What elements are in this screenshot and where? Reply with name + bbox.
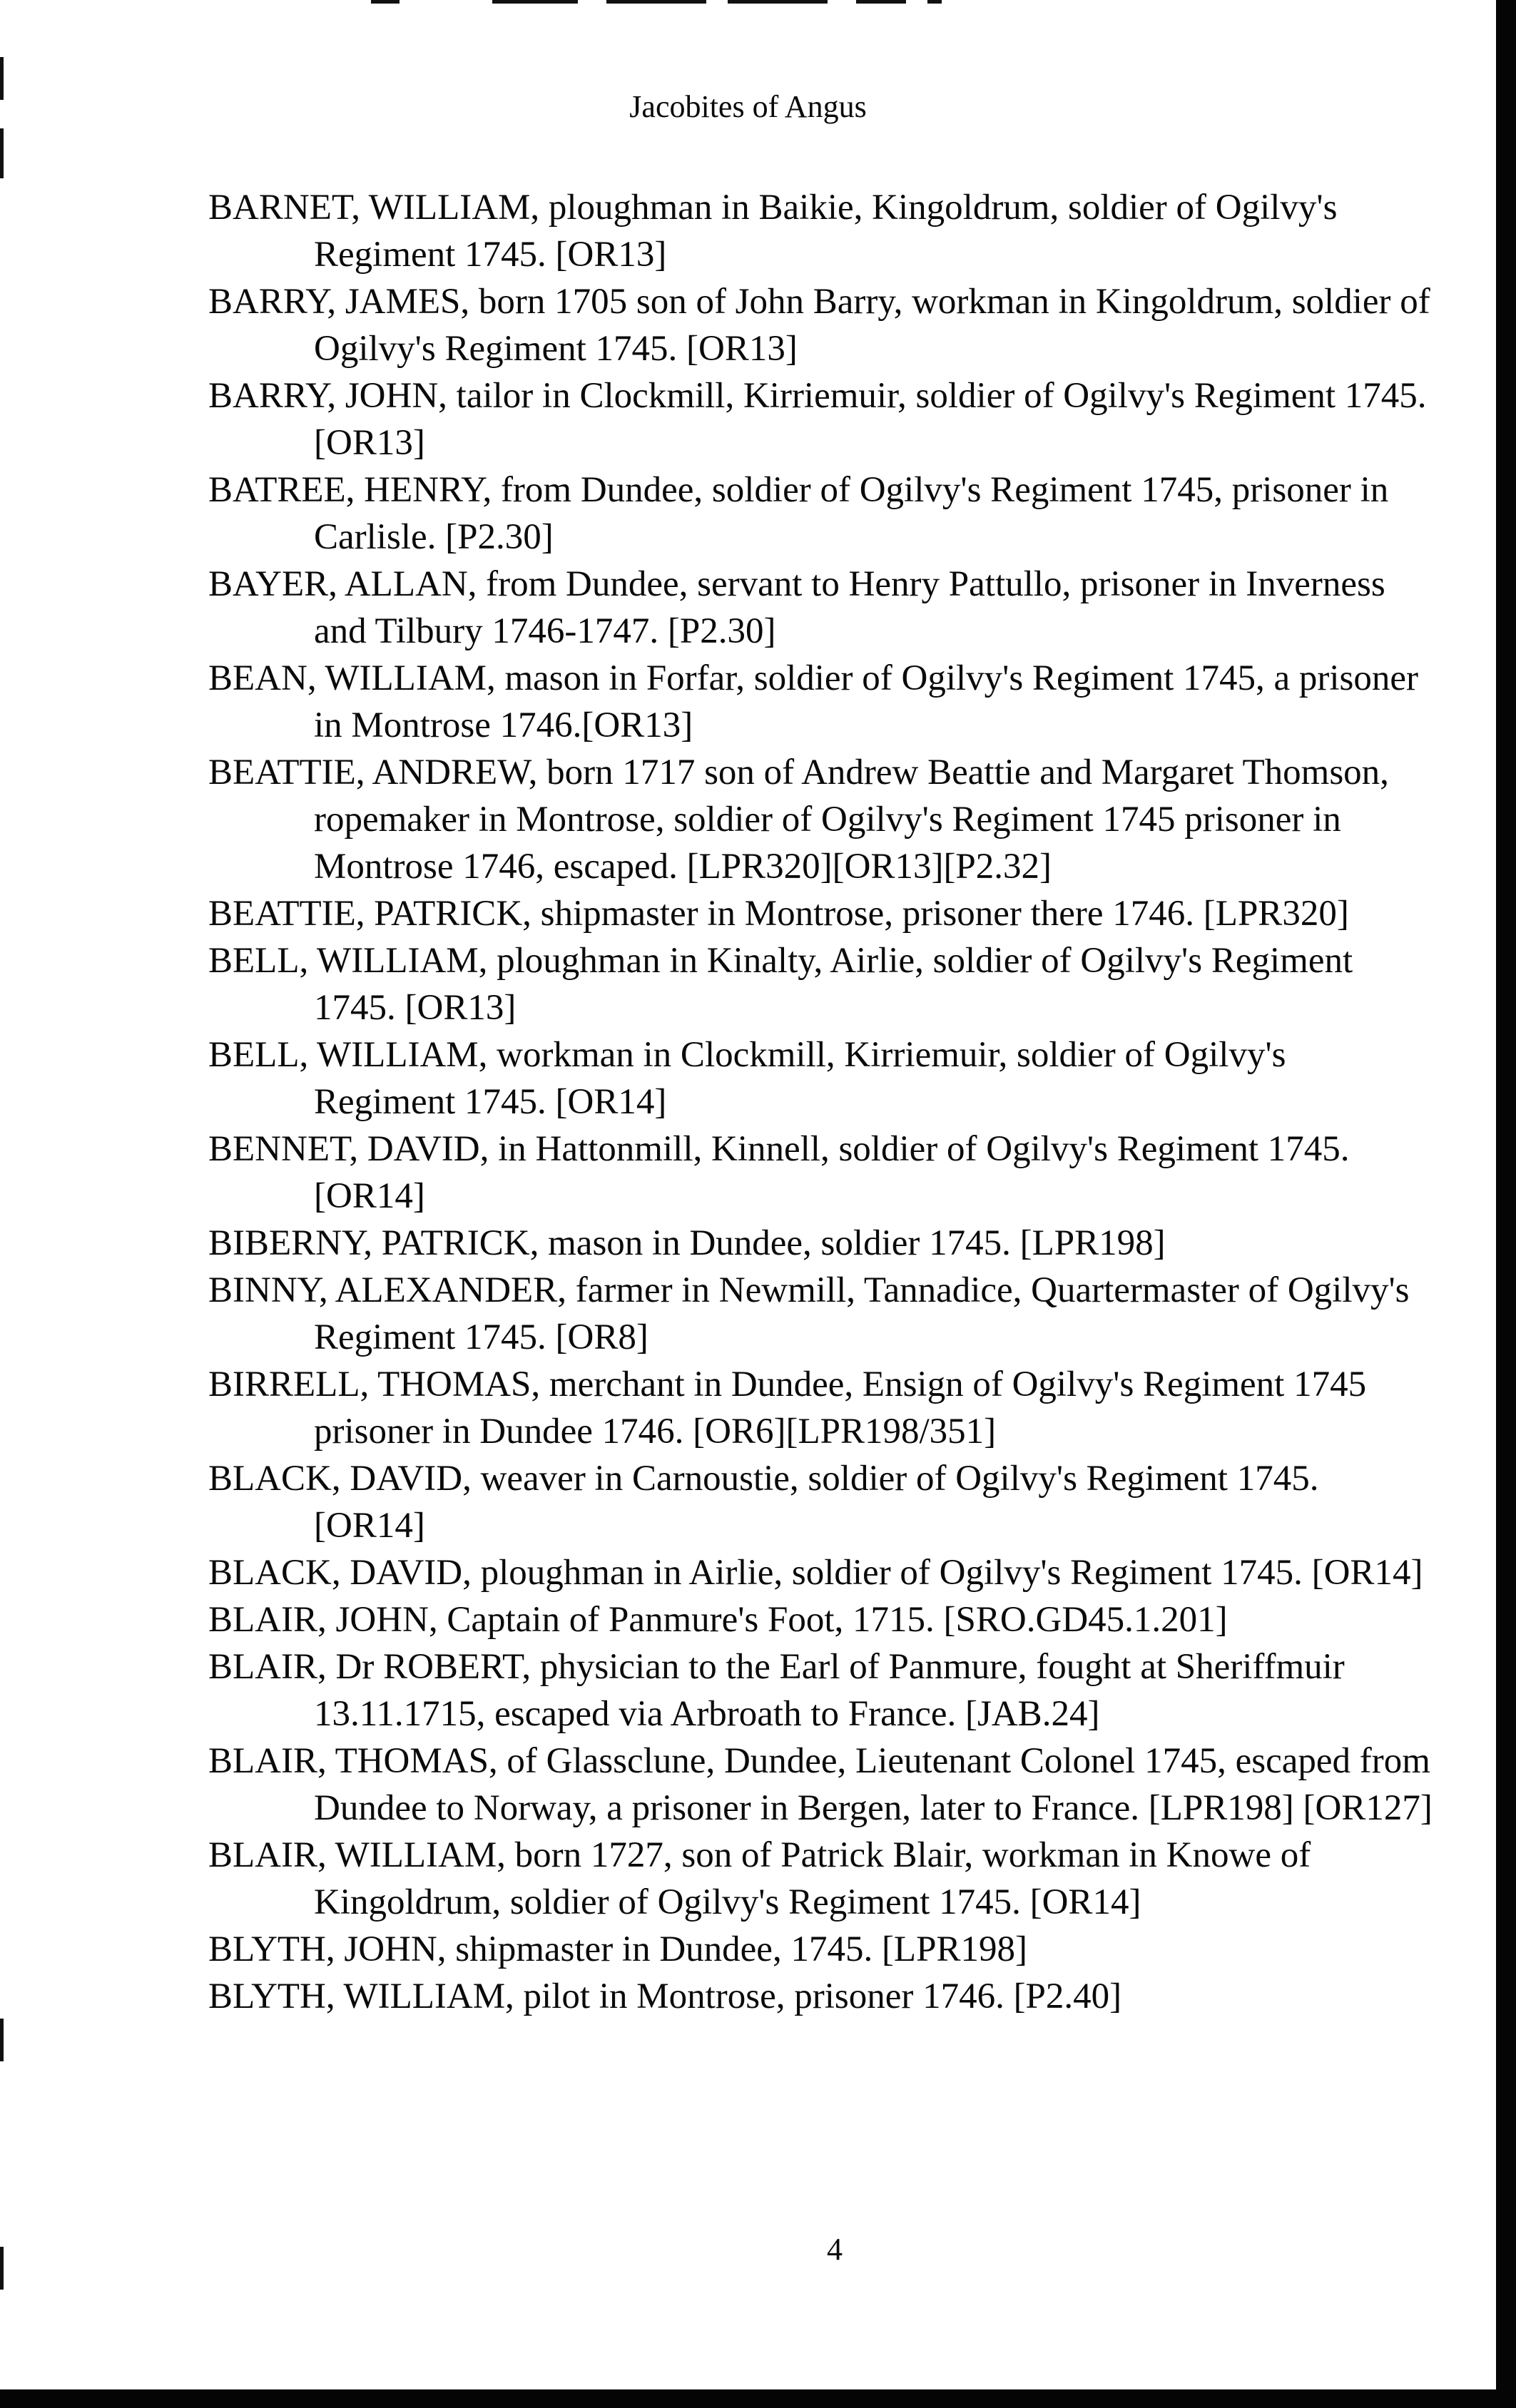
scan-border-right xyxy=(1496,0,1516,2408)
page-number: 4 xyxy=(827,2232,843,2267)
entry: BLACK, DAVID, weaver in Carnoustie, soldier of Ogilvy's Regiment 1745. [OR14] xyxy=(208,1459,1319,1546)
entry: BARNET, WILLIAM, ploughman in Baikie, Kingoldrum, soldier of Ogilvy's Regiment 1745. [OR13] xyxy=(208,188,1338,275)
entry: BEATTIE, PATRICK, shipmaster in Montrose, prisoner there 1746. [LPR320] xyxy=(208,894,1349,934)
entry: BARRY, JAMES, born 1705 son of John Barry, workman in Kingoldrum, soldier of Ogilvy's Regiment 1745. [OR13] xyxy=(208,282,1430,369)
scan-border-bottom xyxy=(0,2389,1516,2408)
entry: BELL, WILLIAM, ploughman in Kinalty, Airlie, soldier of Ogilvy's Regiment 1745. [OR13] xyxy=(208,941,1353,1028)
entry: BLYTH, WILLIAM, pilot in Montrose, prisoner 1746. [P2.40] xyxy=(208,1976,1122,2016)
entry: BAYER, ALLAN, from Dundee, servant to Henry Pattullo, prisoner in Inverness and Tilbury 1746-1747. [P2.30] xyxy=(208,564,1385,651)
scan-artifact-top xyxy=(371,0,942,4)
running-head: Jacobites of Angus xyxy=(629,89,867,124)
entry: BLAIR, THOMAS, of Glassclune, Dundee, Lieutenant Colonel 1745, escaped from Dundee to Norway, a prisoner in Bergen, later to France. [LPR198] [OR127] xyxy=(208,1741,1433,1828)
entry-list xyxy=(208,184,1435,2020)
entry: BLACK, DAVID, ploughman in Airlie, soldier of Ogilvy's Regiment 1745. [OR14] xyxy=(208,1553,1423,1593)
entry: BIRRELL, THOMAS, merchant in Dundee, Ensign of Ogilvy's Regiment 1745 prisoner in Dundee 1746. [OR6][LPR198/351] xyxy=(208,1364,1367,1452)
entry: BENNET, DAVID, in Hattonmill, Kinnell, soldier of Ogilvy's Regiment 1745. [OR14] xyxy=(208,1129,1350,1216)
entry: BATREE, HENRY, from Dundee, soldier of Ogilvy's Regiment 1745, prisoner in Carlisle. [P2.30] xyxy=(208,470,1389,557)
entry: BEATTIE, ANDREW, born 1717 son of Andrew Beattie and Margaret Thomson, ropemaker in Montrose, soldier of Ogilvy's Regiment 1745 prisoner in Montrose 1746, escaped. [LPR320][OR13][P2.32] xyxy=(208,752,1389,887)
entry: BLYTH, JOHN, shipmaster in Dundee, 1745. [LPR198] xyxy=(208,1929,1027,1969)
entry: BELL, WILLIAM, workman in Clockmill, Kirriemuir, soldier of Ogilvy's Regiment 1745. [OR14] xyxy=(208,1035,1286,1122)
entry: BLAIR, Dr ROBERT, physician to the Earl of Panmure, fought at Sheriffmuir 13.11.1715, escaped via Arbroath to France. [JAB.24] xyxy=(208,1647,1345,1734)
entry: BLAIR, WILLIAM, born 1727, son of Patrick Blair, workman in Knowe of Kingoldrum, soldier of Ogilvy's Regiment 1745. [OR14] xyxy=(208,1835,1311,1922)
entry: BLAIR, JOHN, Captain of Panmure's Foot, 1715. [SRO.GD45.1.201] xyxy=(208,1600,1228,1640)
entry: BIBERNY, PATRICK, mason in Dundee, soldier 1745. [LPR198] xyxy=(208,1223,1166,1263)
entry: BARRY, JOHN, tailor in Clockmill, Kirriemuir, soldier of Ogilvy's Regiment 1745.[OR13] xyxy=(208,376,1427,463)
entry: BINNY, ALEXANDER, farmer in Newmill, Tannadice, Quartermaster of Ogilvy's Regiment 1745. [OR8] xyxy=(208,1270,1410,1357)
entry: BEAN, WILLIAM, mason in Forfar, soldier of Ogilvy's Regiment 1745, a prisoner in Montrose 1746.[OR13] xyxy=(208,658,1419,745)
